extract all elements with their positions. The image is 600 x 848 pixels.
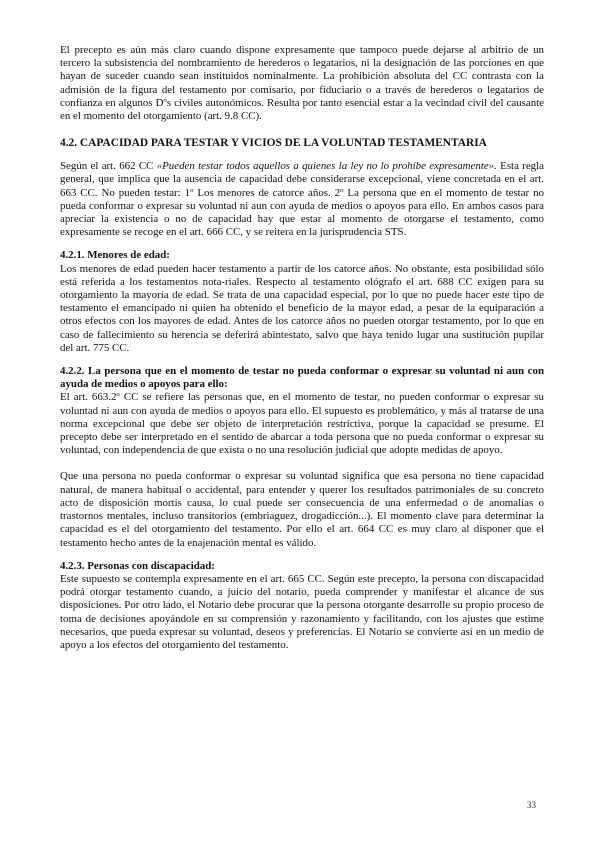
section-heading-4-2-3: 4.2.3. Personas con discapacidad: xyxy=(60,559,215,572)
section-4-2-2-paragraph-1: El art. 663.2º CC se refiere las personas que, en el momento de testar, no pueden conformar o expresar su voluntad ni aun con ayuda de medios o apoyos para ello. El supuesto es problemático, y más al tratarse de una norma excepcional que debe ser objeto de interpretación restrictiva, porque la capacidad se presume. El precepto debe ser interpretado en el sentido de abarcar a toda persona que no pueda conformar o expresar su voluntad, con independencia de que exista o no una resolución judicial que adopte medidas de apoyo. xyxy=(60,391,544,457)
intro-paragraph: El precepto es aún más claro cuando dispone expresamente que tampoco puede dejarse al arbitrio de un tercero la subsistencia del nombramiento de herederos o legatarios, ni la designación de las porciones en que hayan de suceder cuando sean instituidos nominalmente. La prohibición absoluta del CC contrasta con la admisión de la figura del testamento por comisario, por fiduciario o a través de herederos o legatarios de confianza en algunos Dºs civiles autonómicos. Resulta por tanto esencial estar a la vecindad civil del causante en el momento del otorgamiento (art. 9.8 CC). xyxy=(60,44,544,123)
section-4-2-paragraph xyxy=(60,160,544,239)
section-4-2-body: Esta regla general, que implica que la ausencia de capacidad debe considerarse excepcional, viene concretada en el art. 663 CC. No pueden testar: 1º Los menores de catorce años. 2º La persona que en el momento de testar no pueda conformar o expresar su voluntad ni aun con ayuda de medios o apoyos para ello. En ambos casos para apreciar la existencia o no de capacidad hay que estar al momento de otorgarse el testamento, como expresamente se recoge en el art. 666 CC, y se reitera en la jurisprudencia STS. xyxy=(60,160,544,239)
section-heading-4-2: 4.2. CAPACIDAD PARA TESTAR Y VICIOS DE LA VOLUNTAD TESTAMENTARIA xyxy=(60,137,487,150)
section-4-2-quote: «Pueden testar todos aquellos a quienes la ley no lo prohíbe expresamente». xyxy=(156,160,497,173)
section-4-2-2-paragraph-2: Que una persona no pueda conformar o expresar su voluntad significa que esa persona no tiene capacidad natural, de manera habitual o accidental, para entender y querer los resultados patrimoniales de su concreto acto de disposición mortis causa, lo cual puede ser consecuencia de una enfermedad o de anomalías o trastornos mentales, incluso transitorios (embriaguez, drogadicción...). El momento clave para determinar la capacidad es el del otorgamiento del testamento. Por ello el art. 664 CC es muy claro al disponer que el testamento hecho antes de la enajenación mental es válido. xyxy=(60,470,544,549)
section-heading-4-2-2: 4.2.2. La persona que en el momento de testar no pueda conformar o expresar su voluntad ni aun con ayuda de medios o apoyos para ello: xyxy=(60,365,544,391)
section-4-2-1-paragraph: Los menores de edad pueden hacer testamento a partir de los catorce años. No obstante, esta posibilidad sólo está referida a los testamentos nota-riales. Respecto al testamento ológrafo el art. 688 CC exigen para su otorgamiento la mayoría de edad. Se trata de una capacidad especial, por lo que no puede hacer este tipo de testamento el emancipado ni quien ha obtenido el beneficio de la mayor edad, a pesar de la equiparación a otros efectos con los mayores de edad. Antes de los catorce años no pueden otorgar testamento, por lo que en caso de fallecimiento su herencia se deferirá abintestato, salvo que haya tenido lugar una sustitución pupilar del art. 775 CC. xyxy=(60,262,544,354)
section-4-2-3-paragraph: Este supuesto se contempla expresamente en el art. 665 CC. Según este precepto, la persona con discapacidad podrá otorgar testamento cuando, a juicio del notario, pueda comprender y manifestar el alcance de sus disposiciones. Por otro lado, el Notario debe procurar que la persona otorgante desarrolle su propio proceso de toma de decisiones apoyándole en su comprensión y razonamiento y facilitando, con los ajustes que estime necesarios, que pueda expresar su voluntad, deseos y preferencias. El Notario se convierte así en un medio de apoyo a los efectos del otorgamiento del testamento. xyxy=(60,572,544,651)
page-number: 33 xyxy=(527,800,536,810)
section-4-2-lead: Según el art. 662 CC xyxy=(60,160,157,173)
document-page xyxy=(60,44,544,652)
section-heading-4-2-1: 4.2.1. Menores de edad: xyxy=(60,249,170,262)
